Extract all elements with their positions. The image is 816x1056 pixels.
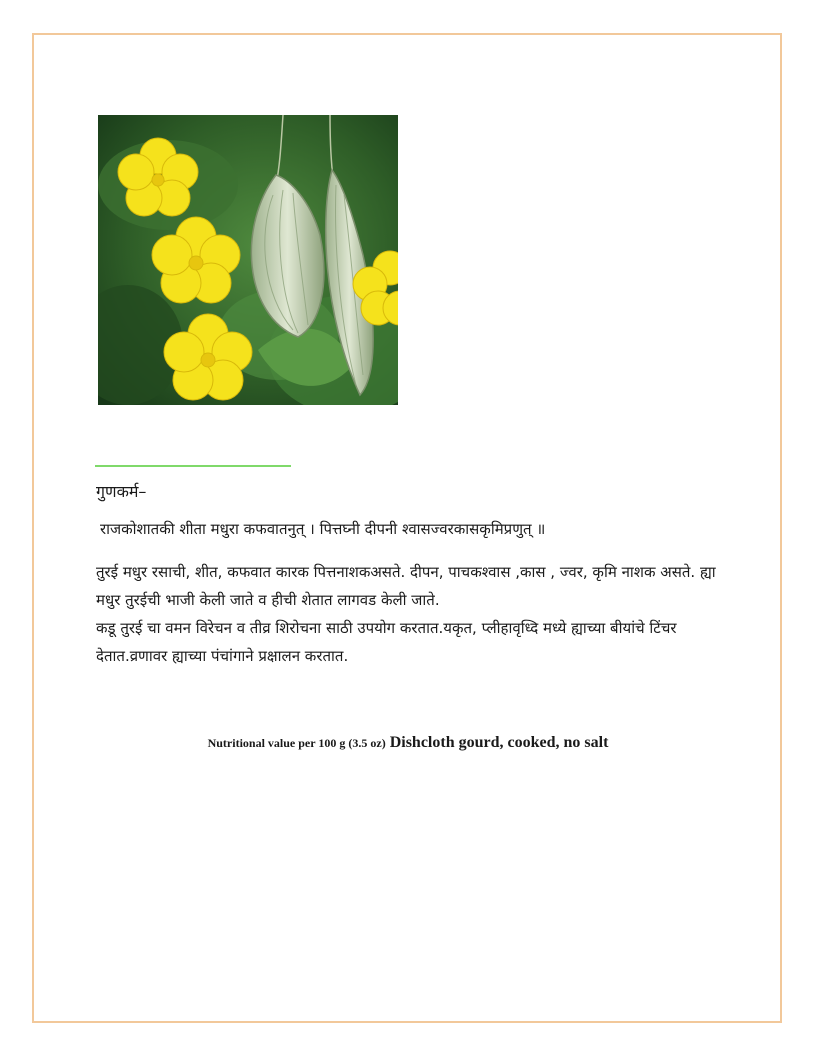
description-paragraph: तुरई मधुर रसाची, शीत, कफवात कारक पित्तनाशकअसते. दीपन, पाचकश्वास ,कास , ज्वर, कृमि नाशक असते. ह्या मधुर तुरईची भाजी केली जाते व हीची शेतात लागवड केली जाते. <box>96 563 716 609</box>
section-divider <box>95 465 291 467</box>
sanskrit-verse: राजकोशातकी शीता मधुरा कफवातनुत् । पित्तघ्नी दीपनी श्वासज्वरकासकृमिप्रणुत् ॥ <box>100 520 546 538</box>
nutrition-caption <box>0 734 816 752</box>
gourd-plant-photo <box>98 115 398 405</box>
nutrition-food-name: Dishcloth gourd, cooked, no salt <box>389 734 609 751</box>
nutrition-label: Nutritional value per 100 g (3.5 oz) <box>207 736 386 750</box>
usage-paragraph: कडू तुरई चा वमन विरेचन व तीव्र शिरोचना साठी उपयोग करतात.यकृत, प्लीहावृध्दि मध्ये ह्याच्या बीयांचे टिंचर देतात.व्रणावर ह्याच्या पंचांगाने प्रक्षालन करतात. <box>96 619 677 665</box>
section-heading: गुणकर्म– <box>96 482 147 501</box>
